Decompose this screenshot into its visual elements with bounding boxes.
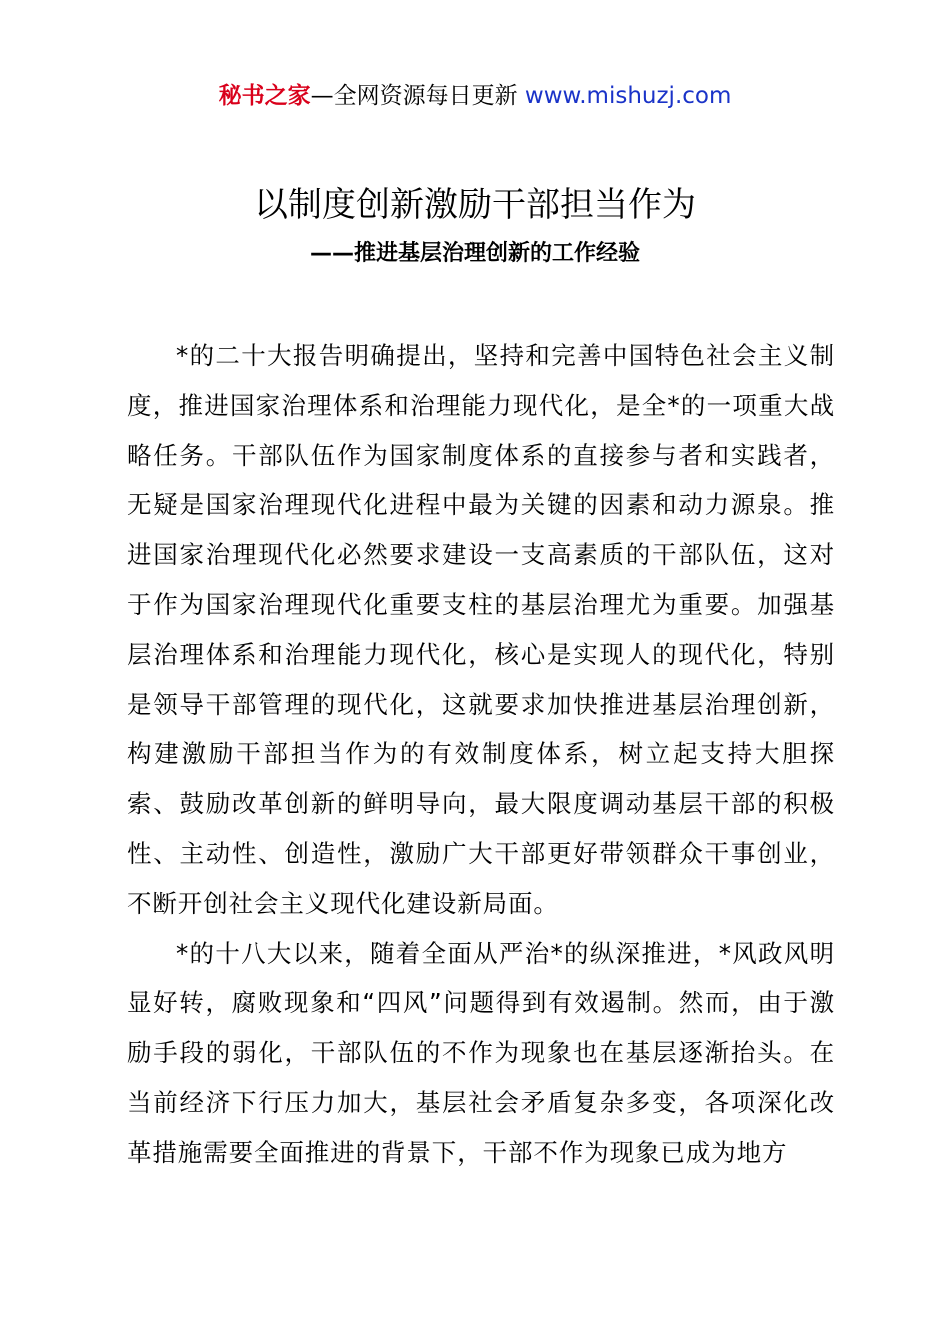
site-url[interactable]: www.mishuzj.com bbox=[524, 83, 732, 109]
body-paragraph: *的二十大报告明确提出，坚持和完善中国特色社会主义制度，推进国家治理体系和治理能力现代化，是全*的一项重大战略任务。干部队伍作为国家制度体系的直接参与者和实践者，无疑是国家治理现代化进程中最为关键的因素和动力源泉。推进国家治理现代化必然要求建设一支高素质的干部队伍，这对于作为国家治理现代化重要支柱的基层治理尤为重要。加强基层治理体系和治理能力现代化，核心是实现人的现代化，特别是领导干部管理的现代化，这就要求加快推进基层治理创新，构建激励干部担当作为的有效制度体系，树立起支持大胆探索、鼓励改革创新的鲜明导向，最大限度调动基层干部的积极性、主动性、创造性，激励广大干部更好带领群众干事创业，不断开创社会主义现代化建设新局面。 bbox=[127, 341, 835, 918]
site-slogan: —全网资源每日更新 bbox=[310, 83, 525, 109]
site-brand: 秘书之家 bbox=[218, 83, 311, 109]
document-subtitle: ——推进基层治理创新的工作经验 bbox=[309, 241, 640, 266]
site-header bbox=[0, 80, 950, 112]
body-paragraph: *的十八大以来，随着全面从严治*的纵深推进，*风政风明显好转，腐败现象和“四风”问题得到有效遏制。然而，由于激励手段的弱化，干部队伍的不作为现象也在基层逐渐抬头。在当前经济下行压力加大，基层社会矛盾复杂多变，各项深化改革措施需要全面推进的背景下，干部不作为现象已成为地方 bbox=[127, 938, 835, 1167]
document-title: 以制度创新激励干部担当作为 bbox=[254, 185, 696, 225]
document-body bbox=[127, 331, 835, 1178]
